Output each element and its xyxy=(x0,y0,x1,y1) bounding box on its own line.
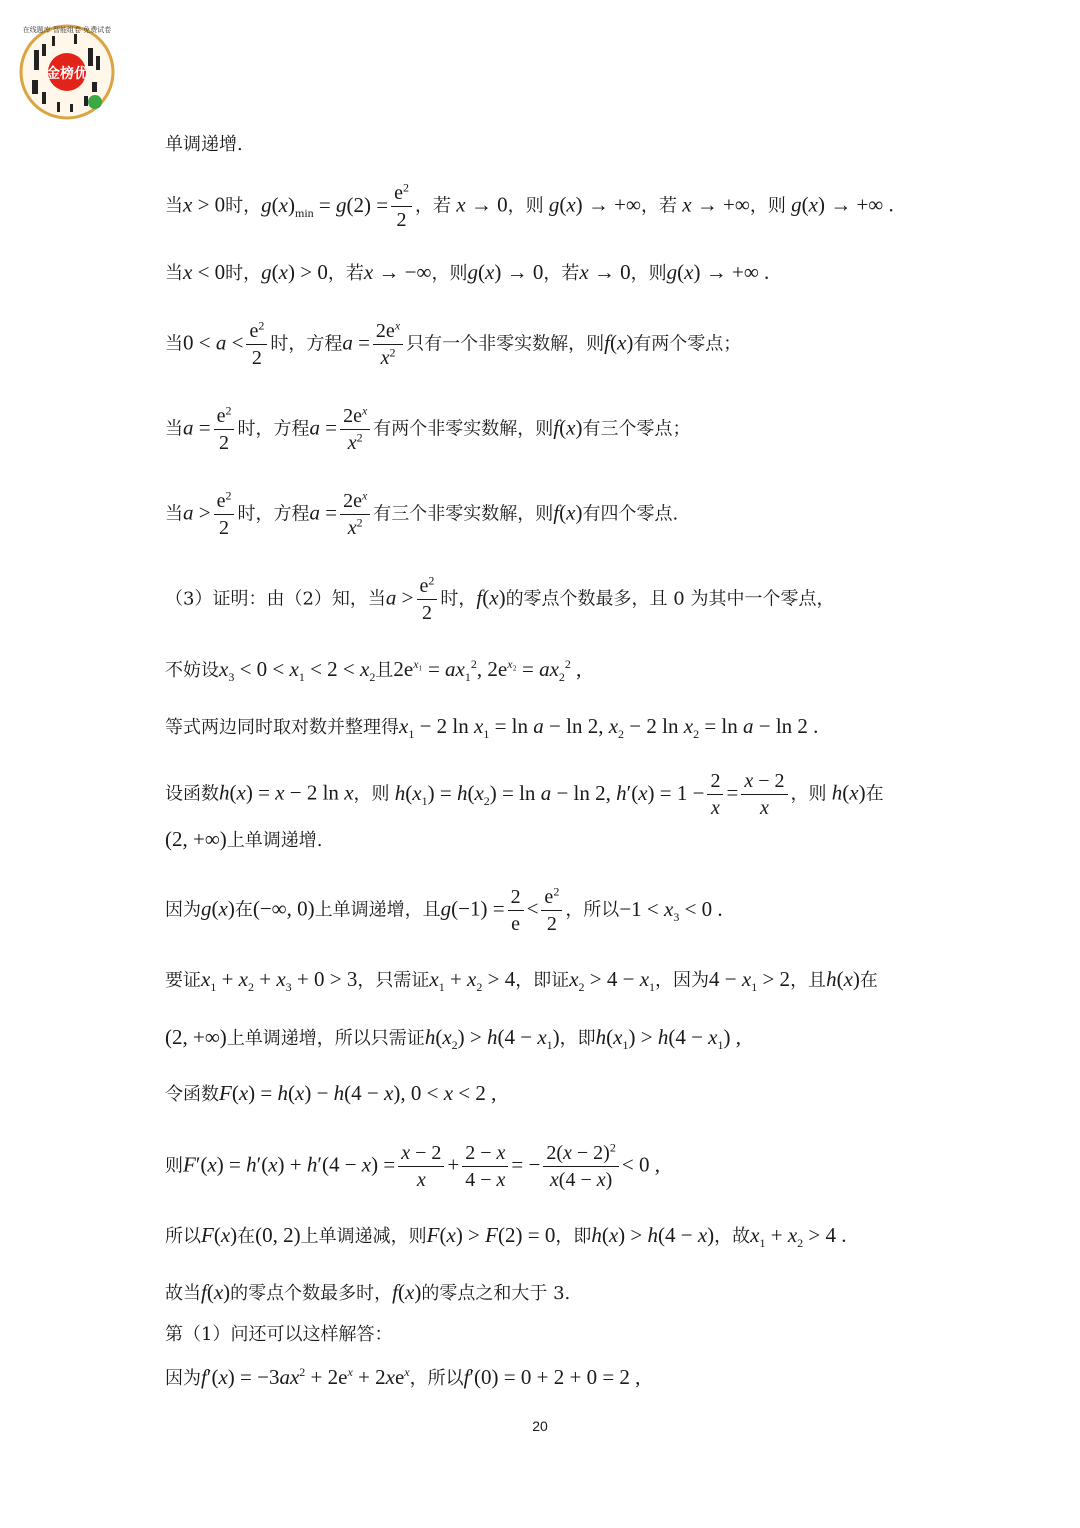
text-line-12: 因为g(x)在(−∞, 0)上单调递增，且g(−1) = $\frac{2}{e}$ < $\frac{e^2}{2}$ ，所以$-1 < x_3 < 0$ . xyxy=(165,884,723,935)
text-line-1: 单调递增. xyxy=(165,134,243,155)
text-line-9: 等式两边同时取对数并整理得$x_1 - 2$ $\ln x_1 = \ln a - \ln 2$, $x_2 - 2$ $\ln x_2 = \ln a - \ln 2$ . xyxy=(165,714,819,742)
logo-arc-text: 在线题库 智能组卷 免费试卷 xyxy=(22,26,112,34)
text-line-3: 当x < 0时，g(x) > 0，若x → −∞，则g(x) → 0，若x → 0，则g(x) → +∞ . xyxy=(165,260,770,284)
page-number: 20 xyxy=(532,1418,548,1434)
text-line-5: 当a = $\frac{e^2}{2}$ 时，方程a = $\frac{2e^x}{x^2}$ 有两个非零实数解，则f(x)有三个零点； xyxy=(165,403,691,454)
text-line-16: 则F′(x) = h′(x) + h′(4 − x) = $\frac{x - 2}{x}$ + $\frac{2 - x}{4 - x}$ = − $\frac{2(x - 2)^2}{x(4 - x)}$ < 0 , xyxy=(165,1140,660,1191)
text-line-19: 第（1）问还可以这样解答： xyxy=(165,1324,393,1345)
text-line-6: 当a > $\frac{e^2}{2}$ 时，方程a = $\frac{2e^x}{x^2}$ 有三个非零实数解，则f(x)有四个零点. xyxy=(165,488,679,539)
text-line-17: 所以F(x)在(0, 2)上单调递减，则F(x) > F(2) = 0，即h(x) > h(4 − x)，故$x_1 + x_2 > 4$ . xyxy=(165,1223,847,1251)
text-line-4: 当0 < a < $\frac{e^2}{2}$ 时，方程a = $\frac{2e^x}{x^2}$ 只有一个非零实数解，则f(x)有两个零点； xyxy=(165,318,742,369)
jinbangyou-logo xyxy=(12,22,122,122)
text-line-18: 故当f(x)的零点个数最多时，f(x)的零点之和大于 3. xyxy=(165,1280,571,1304)
text-line-11: (2, +∞)上单调递增. xyxy=(165,827,323,851)
text-line-8: 不妨设$x_3 < 0 < x_1 < 2 < x_2$且$2e^{x_1} = ax_1^2$, $2e^{x_2} = ax_2^2$ , xyxy=(165,657,582,685)
text-line-2: 当x > 0时，$g(x)_{min} = g(2)$ = $\frac{e^2}{2}$ ，若 x → 0，则 g(x) → +∞，若 x → +∞，则 g(x) → +∞ . xyxy=(165,180,894,231)
text-line-10: 设函数h(x) = x − 2 ln x，则 $h(x_1) = h(x_2) = \ln a - \ln 2$, h′(x) = 1 − $\frac{2}{x}$ = $\frac{x - 2}{x}$ ，则 h(x)在 xyxy=(165,770,884,819)
text-line-20: 因为$f'(x) = -3ax^2 + 2e^x + 2xe^x$，所以f′(0) = 0 + 2 + 0 = 2 , xyxy=(165,1365,641,1389)
logo-brand: 金榜优 xyxy=(46,66,88,82)
text-line-7: （3）证明：由（2）知，当a > $\frac{e^2}{2}$ 时，f(x)的零点个数最多，且 0 为其中一个零点， xyxy=(165,573,835,624)
text-line-14: (2, +∞)上单调递增，所以只需证$h(x_2) > h(4 - x_1)$，即$h(x_1) > h(4 - x_1)$ , xyxy=(165,1025,741,1053)
text-line-13: 要证$x_1 + x_2 + x_3 + 0 > 3$，只需证$x_1 + x_2 > 4$，即证$x_2 > 4 - x_1$，因为$4 - x_1 > 2$，且h(x)在 xyxy=(165,967,878,995)
text-line-15: 令函数F(x) = h(x) − h(4 − x), 0 < x < 2 , xyxy=(165,1081,497,1105)
